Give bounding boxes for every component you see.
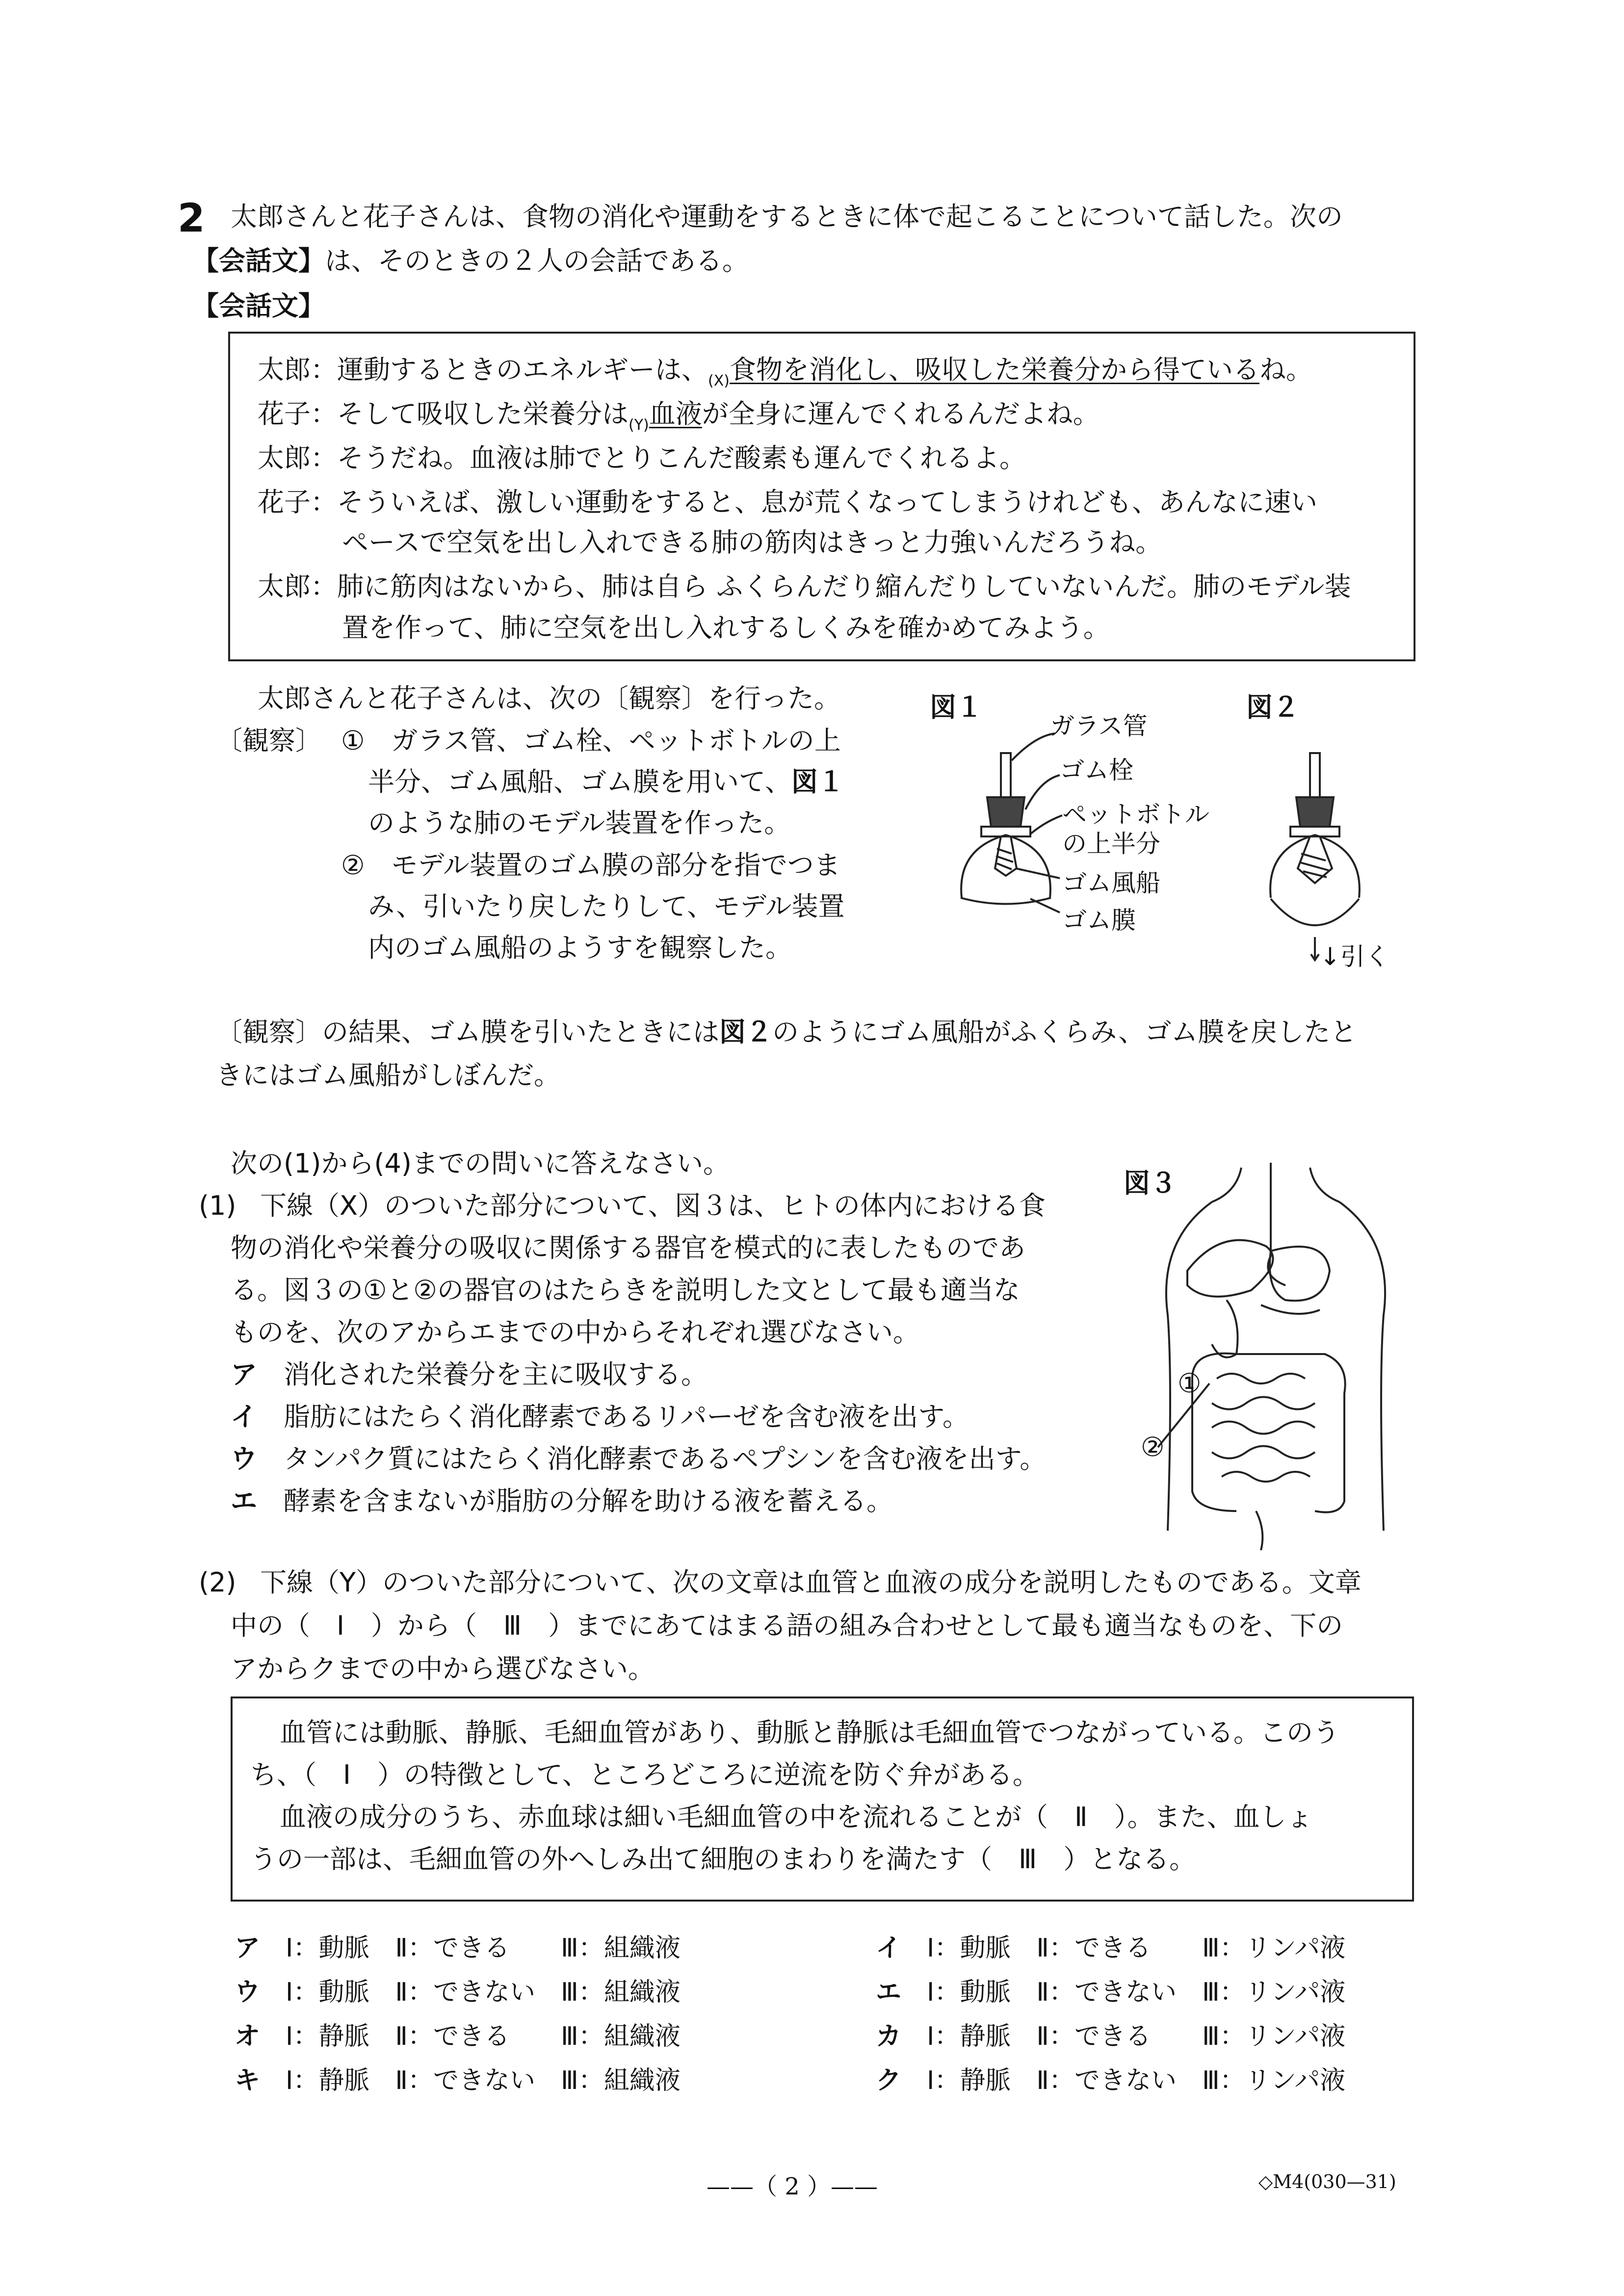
label-pull: ↓引く: [1320, 942, 1389, 971]
box-line-3: 血液の成分のうち、赤血球は細い毛細血管の中を流れることが（ Ⅱ ）。また、血しょ: [280, 1801, 1313, 1832]
step1-line1: ① ガラス管、ゴム栓、ペットボトルの上: [341, 725, 841, 756]
q2-option-ki: キ Ⅰ：静脈 Ⅱ：できない Ⅲ：組織液: [235, 2066, 681, 2095]
q2-line-2: 中の（ Ⅰ ）から（ Ⅲ ）までにあてはまる語の組み合わせとして最も適当なものを、下の: [231, 1610, 1343, 1641]
observation-label: 〔観察〕: [216, 725, 322, 756]
step2-line3: 内のゴム風船のようすを観察した。: [368, 932, 792, 963]
q2-option-a: ア Ⅰ：動脈 Ⅱ：できる Ⅲ：組織液: [235, 1933, 681, 1963]
q1-line-3: る。図３の①と②の器官のはたらきを説明した文として最も適当な: [231, 1275, 1020, 1305]
q1-line-2: 物の消化や栄養分の吸収に関係する器官を模式的に表したものであ: [231, 1232, 1025, 1263]
result-line-2: きにはゴム風船がしぼんだ。: [216, 1060, 560, 1091]
box-line-2: ち、（ Ⅰ ）の特徴として、ところどころに逆流を防ぐ弁がある。: [250, 1759, 1039, 1790]
step2-line1: ② モデル装置のゴム膜の部分を指でつま: [341, 850, 840, 881]
dialogue-line-4b: ペースで空気を出し入れできる肺の筋肉はきっと力強いんだろうね。: [342, 527, 1162, 558]
q1-option-i: イ 脂肪にはたらく消化酵素であるリパーゼを含む液を出す。: [231, 1401, 969, 1432]
label-membrane: ゴム膜: [1062, 906, 1136, 935]
q2-line-1: 下線（Y）のついた部分について、次の文章は血管と血液の成分を説明したものである。文章: [260, 1567, 1362, 1598]
label-rubber-stopper: ゴム栓: [1060, 756, 1133, 784]
dialogue-line-1: 太郎：運動するときのエネルギーは、$_{(X)}$食物を消化し、吸収した栄養分から得ているね。: [258, 354, 1312, 390]
page-number: ——（ 2 ）——: [707, 2173, 878, 2200]
figure3-marker-2: ②: [1141, 1432, 1165, 1462]
label-glass-tube: ガラス管: [1050, 712, 1148, 740]
q1-option-e: エ 酵素を含まないが脂肪の分解を助ける液を蓄える。: [231, 1486, 893, 1516]
question-intro-1: 太郎さんと花子さんは、食物の消化や運動をするときに体で起こることについて話した。次の: [231, 201, 1343, 232]
box-line-1: 血管には動脈、静脈、毛細血管があり、動脈と静脈は毛細血管でつながっている。このう: [280, 1717, 1339, 1748]
dialogue-line-3: 太郎：そうだね。血液は肺でとりこんだ酸素も運んでくれるよ。: [258, 443, 1026, 473]
questions-intro: 次の(1)から(4)までの問いに答えなさい。: [231, 1148, 730, 1179]
question-intro-2: 【会話文】は、そのときの２人の会話である。: [192, 245, 749, 276]
dialogue-line-5b: 置を作って、肺に空気を出し入れするしくみを確かめてみよう。: [342, 612, 1110, 643]
observation-intro: 太郎さんと花子さんは、次の〔観察〕を行った。: [258, 683, 840, 714]
label-bottle-1: ペットボトル: [1062, 800, 1209, 829]
q2-option-o: オ Ⅰ：静脈 Ⅱ：できる Ⅲ：組織液: [235, 2022, 681, 2051]
figure3-marker-1: ①: [1178, 1368, 1202, 1399]
dialogue-line-5: 太郎：肺に筋肉はないから、肺は自ら ふくらんだり縮んだりしていないんだ。肺のモデル装: [258, 571, 1351, 602]
figure2-title: 図２: [1246, 692, 1299, 723]
result-line-1: 〔観察〕の結果、ゴム膜を引いたときには図２のようにゴム風船がふくらみ、ゴム膜を戻したと: [216, 1017, 1357, 1047]
q1-line-1: 下線（X）のついた部分について、図３は、ヒトの体内における食: [260, 1190, 1046, 1221]
q2-option-i: イ Ⅰ：動脈 Ⅱ：できる Ⅲ：リンパ液: [876, 1933, 1346, 1963]
q2-line-3: アからクまでの中から選びなさい。: [231, 1653, 655, 1684]
q1-option-a: ア 消化された栄養分を主に吸収する。: [231, 1359, 707, 1390]
step1-line3: のような肺のモデル装置を作った。: [368, 808, 791, 838]
digestive-organs-figure: [1138, 1158, 1413, 1550]
step2-line2: み、引いたり戻したりして、モデル装置: [368, 891, 845, 922]
q1-number: (1): [199, 1190, 236, 1221]
exam-code: ◇M4(030—31): [1258, 2171, 1396, 2192]
q2-option-e: エ Ⅰ：動脈 Ⅱ：できない Ⅲ：リンパ液: [876, 1978, 1346, 2007]
q2-option-u: ウ Ⅰ：動脈 Ⅱ：できない Ⅲ：組織液: [235, 1978, 681, 2007]
label-bottle-2: の上半分: [1062, 830, 1160, 858]
q1-option-u: ウ タンパク質にはたらく消化酵素であるペプシンを含む液を出す。: [231, 1443, 1047, 1474]
label-balloon: ゴム風船: [1062, 869, 1160, 897]
q1-line-4: ものを、次のアからエまでの中からそれぞれ選びなさい。: [231, 1317, 919, 1348]
q2-option-ku: ク Ⅰ：静脈 Ⅱ：できない Ⅲ：リンパ液: [876, 2066, 1346, 2095]
dialogue-line-2: 花子：そして吸収した栄養分は$_{(Y)}$血液が全身に運んでくれるんだよね。: [258, 398, 1100, 434]
box-line-4: うの一部は、毛細血管の外へしみ出て細胞のまわりを満たす（ Ⅲ ）となる。: [250, 1844, 1196, 1875]
dialogue-line-4: 花子：そういえば、激しい運動をすると、息が荒くなってしまうけれども、あんなに速い: [258, 487, 1317, 518]
figure1-title: 図１: [930, 692, 983, 723]
section-heading: 【会話文】: [192, 290, 325, 321]
q2-number: (2): [199, 1567, 236, 1598]
figure3-title: 図３: [1124, 1168, 1177, 1199]
q2-option-ka: カ Ⅰ：静脈 Ⅱ：できる Ⅲ：リンパ液: [876, 2022, 1346, 2051]
question-number: 2: [178, 195, 205, 241]
step1-line2: 半分、ゴム風船、ゴム膜を用いて、図１: [368, 766, 844, 797]
